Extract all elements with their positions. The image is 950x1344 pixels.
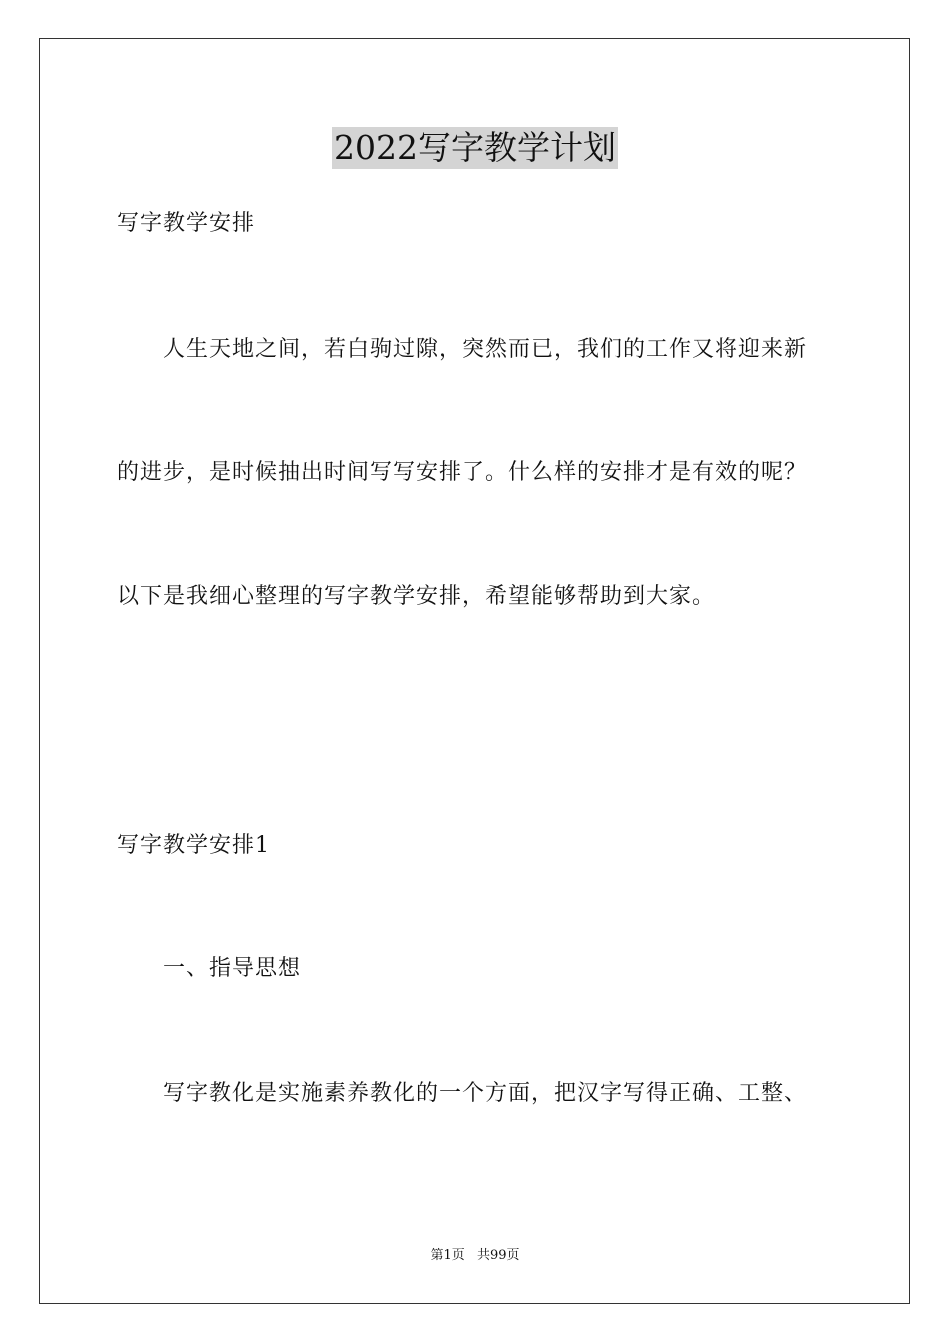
page-total: 共99页 (476, 1248, 520, 1263)
paragraph-line: 以下是我细心整理的写字教学安排，希望能够帮助到大家。 (117, 584, 716, 609)
paragraph-line: 的进步，是时候抽出时间写写安排了。什么样的安排才是有效的呢？ (117, 460, 808, 485)
page-footer (0, 1248, 950, 1264)
section-heading: 写字教学安排 (117, 211, 256, 236)
paragraph-line: 写字教化是实施素养教化的一个方面，把汉字写得正确、工整、 (163, 1081, 808, 1106)
title-container (0, 127, 950, 169)
paragraph-line: 人生天地之间，若白驹过隙，突然而已，我们的工作又将迎来新 (163, 337, 808, 362)
page-number: 第1页 (430, 1248, 465, 1263)
subsection-heading: 一、指导思想 (163, 956, 302, 981)
document-title: 2022写字教学计划 (334, 128, 616, 167)
section-heading: 写字教学安排1 (117, 833, 270, 858)
